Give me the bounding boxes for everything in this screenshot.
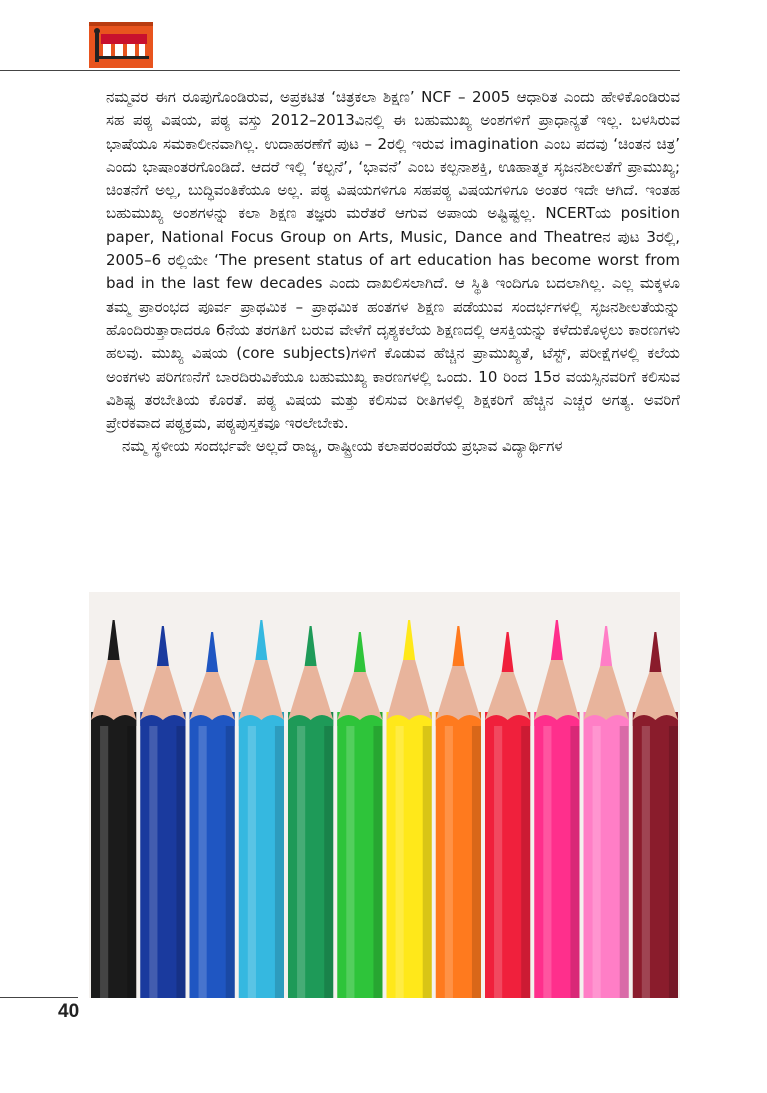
header-rule (0, 70, 680, 71)
page-number: 40 (58, 1001, 80, 1022)
paragraph-1: ನಮ್ಮವರ ಈಗ ರೂಪುಗೊಂಡಿರುವ, ಅಪ್ರಕಟಿತ ‘ಚಿತ್ರಕಲಾ ಶಿಕ್ಷಣ’ NCF – 2005 ಆಧಾರಿತ ಎಂದು ಹೇಳಿಕೊಂಡಿರುವ ಸಹ ಪಠ್ಯ ವಿಷಯ, ಪಠ್ಯ ವಸ್ತು 2012–2013ವಿನಲ್ಲಿ ಈ ಬಹುಮುಖ್ಯ ಅಂಶಗಳಿಗೆ ಪ್ರಾಧಾನ್ಯತೆ ಇಲ್ಲ. ಬಳಸಿರುವ ಭಾಷೆಯೂ ಸಮಕಾಲೀನವಾಗಿಲ್ಲ. ಉದಾಹರಣೆಗೆ ಪುಟ – 2ರಲ್ಲಿ ಇರುವ imagination ಎಂಬ ಪದವು ‘ಚಿಂತನ ಚಿತ್ರ’ ಎಂದು ಭಾಷಾಂತರಗೊಂಡಿದೆ. ಆದರೆ ಇಲ್ಲಿ ‘ಕಲ್ಪನೆ’, ‘ಭಾವನೆ’ ಎಂಬ ಕಲ್ಪನಾಶಕ್ತಿ, ಊಹಾತ್ಮಕ ಸೃಜನಶೀಲತೆಗೆ ಪ್ರಾಮುಖ್ಯ; ಚಿಂತನೆಗೆ ಅಲ್ಲ, ಬುದ್ಧಿವಂತಿಕೆಯೂ ಅಲ್ಲ. ಪಠ್ಯ ವಿಷಯಗಳಿಗೂ ಸಹಪಠ್ಯ ವಿಷಯಗಳಿಗೂ ಅಂತರ ಇದೇ ಆಗಿದೆ. ಇಂತಹ ಬಹುಮುಖ್ಯ ಅಂಶಗಳನ್ನು ಕಲಾ ಶಿಕ್ಷಣ ತಜ್ಞರು ಮರೆತರೆ ಆಗುವ ಅಪಾಯ ಅಷ್ಟಿಷ್ಟಲ್ಲ. NCERTಯ position paper, National Focus Group on Arts, Music, Dance and Theatreನ ಪುಟ 3ರಲ್ಲಿ, 2005–6 ರಲ್ಲಿಯೇ ‘The present status of art education has become worst from bad in the last few decades ಎಂದು ದಾಖಲಿಸಲಾಗಿದೆ. ಆ ಸ್ಥಿತಿ ಇಂದಿಗೂ ಬದಲಾಗಿಲ್ಲ. ಎಲ್ಲ ಮಕ್ಕಳೂ ತಮ್ಮ ಪ್ರಾರಂಭದ ಪೂರ್ವ ಪ್ರಾಥಮಿಕ – ಪ್ರಾಥಮಿಕ ಹಂತಗಳ ಶಿಕ್ಷಣ ಪಡೆಯುವ ಸಂದರ್ಭಗಳಲ್ಲಿ ಸೃಜನಶೀಲತೆಯನ್ನು ಹೊಂದಿರುತ್ತಾರಾದರೂ 6ನೆಯ ತರಗತಿಗೆ ಬರುವ ವೇಳೆಗೆ ದೃಶ್ಯಕಲೆಯ ಶಿಕ್ಷಣದಲ್ಲಿ ಆಸಕ್ತಿಯನ್ನು ಕಳೆದುಕೊಳ್ಳಲು ಕಾರಣಗಳು ಹಲವು. ಮುಖ್ಯ ವಿಷಯ (core subjects)ಗಳಿಗೆ ಕೊಡುವ ಹೆಚ್ಚಿನ ಪ್ರಾಮುಖ್ಯತೆ, ಟೆಸ್ಟ್, ಪರೀಕ್ಷೆಗಳಲ್ಲಿ ಕಲೆಯ ಅಂಕಗಳು ಪರಿಗಣನೆಗೆ ಬಾರದಿರುವಿಕೆಯೂ ಬಹುಮುಖ್ಯ ಕಾರಣಗಳಲ್ಲಿ ಒಂದು. 10 ರಿಂದ 15ರ ವಯಸ್ಸಿನವರಿಗೆ ಕಲಿಸುವ ವಿಶಿಷ್ಟ ತರಬೇತಿಯ ಕೊರತೆ. ಪಠ್ಯ ವಿಷಯ ಮತ್ತು ಕಲಿಸುವ ರೀತಿಗಳಲ್ಲಿ ಶಿಕ್ಷಕರಿಗೆ ಹೆಚ್ಚಿನ ಎಚ್ಚರ ಅಗತ್ಯ. ಅವರಿಗೆ ಪ್ರೇರಕವಾದ ಪಠ್ಯಕ್ರಮ, ಪಠ್ಯಪುಸ್ತಕವೂ ಇರಲೇಬೇಕು. (106, 88, 680, 433)
chapter-logo-icon (89, 22, 153, 68)
paragraph-2: ನಮ್ಮ ಸ್ಥಳೀಯ ಸಂದರ್ಭವೇ ಅಲ್ಲದೆ ರಾಜ್ಯ, ರಾಷ್ಟ್ರೀಯ ಕಲಾಪರಂಪರೆಯ ಪ್ರಭಾವ ವಿದ್ಯಾರ್ಥಿಗಳ (122, 437, 563, 456)
colored-pencils-photo (89, 592, 680, 998)
body-text (106, 86, 680, 459)
footer-rule (0, 997, 78, 998)
